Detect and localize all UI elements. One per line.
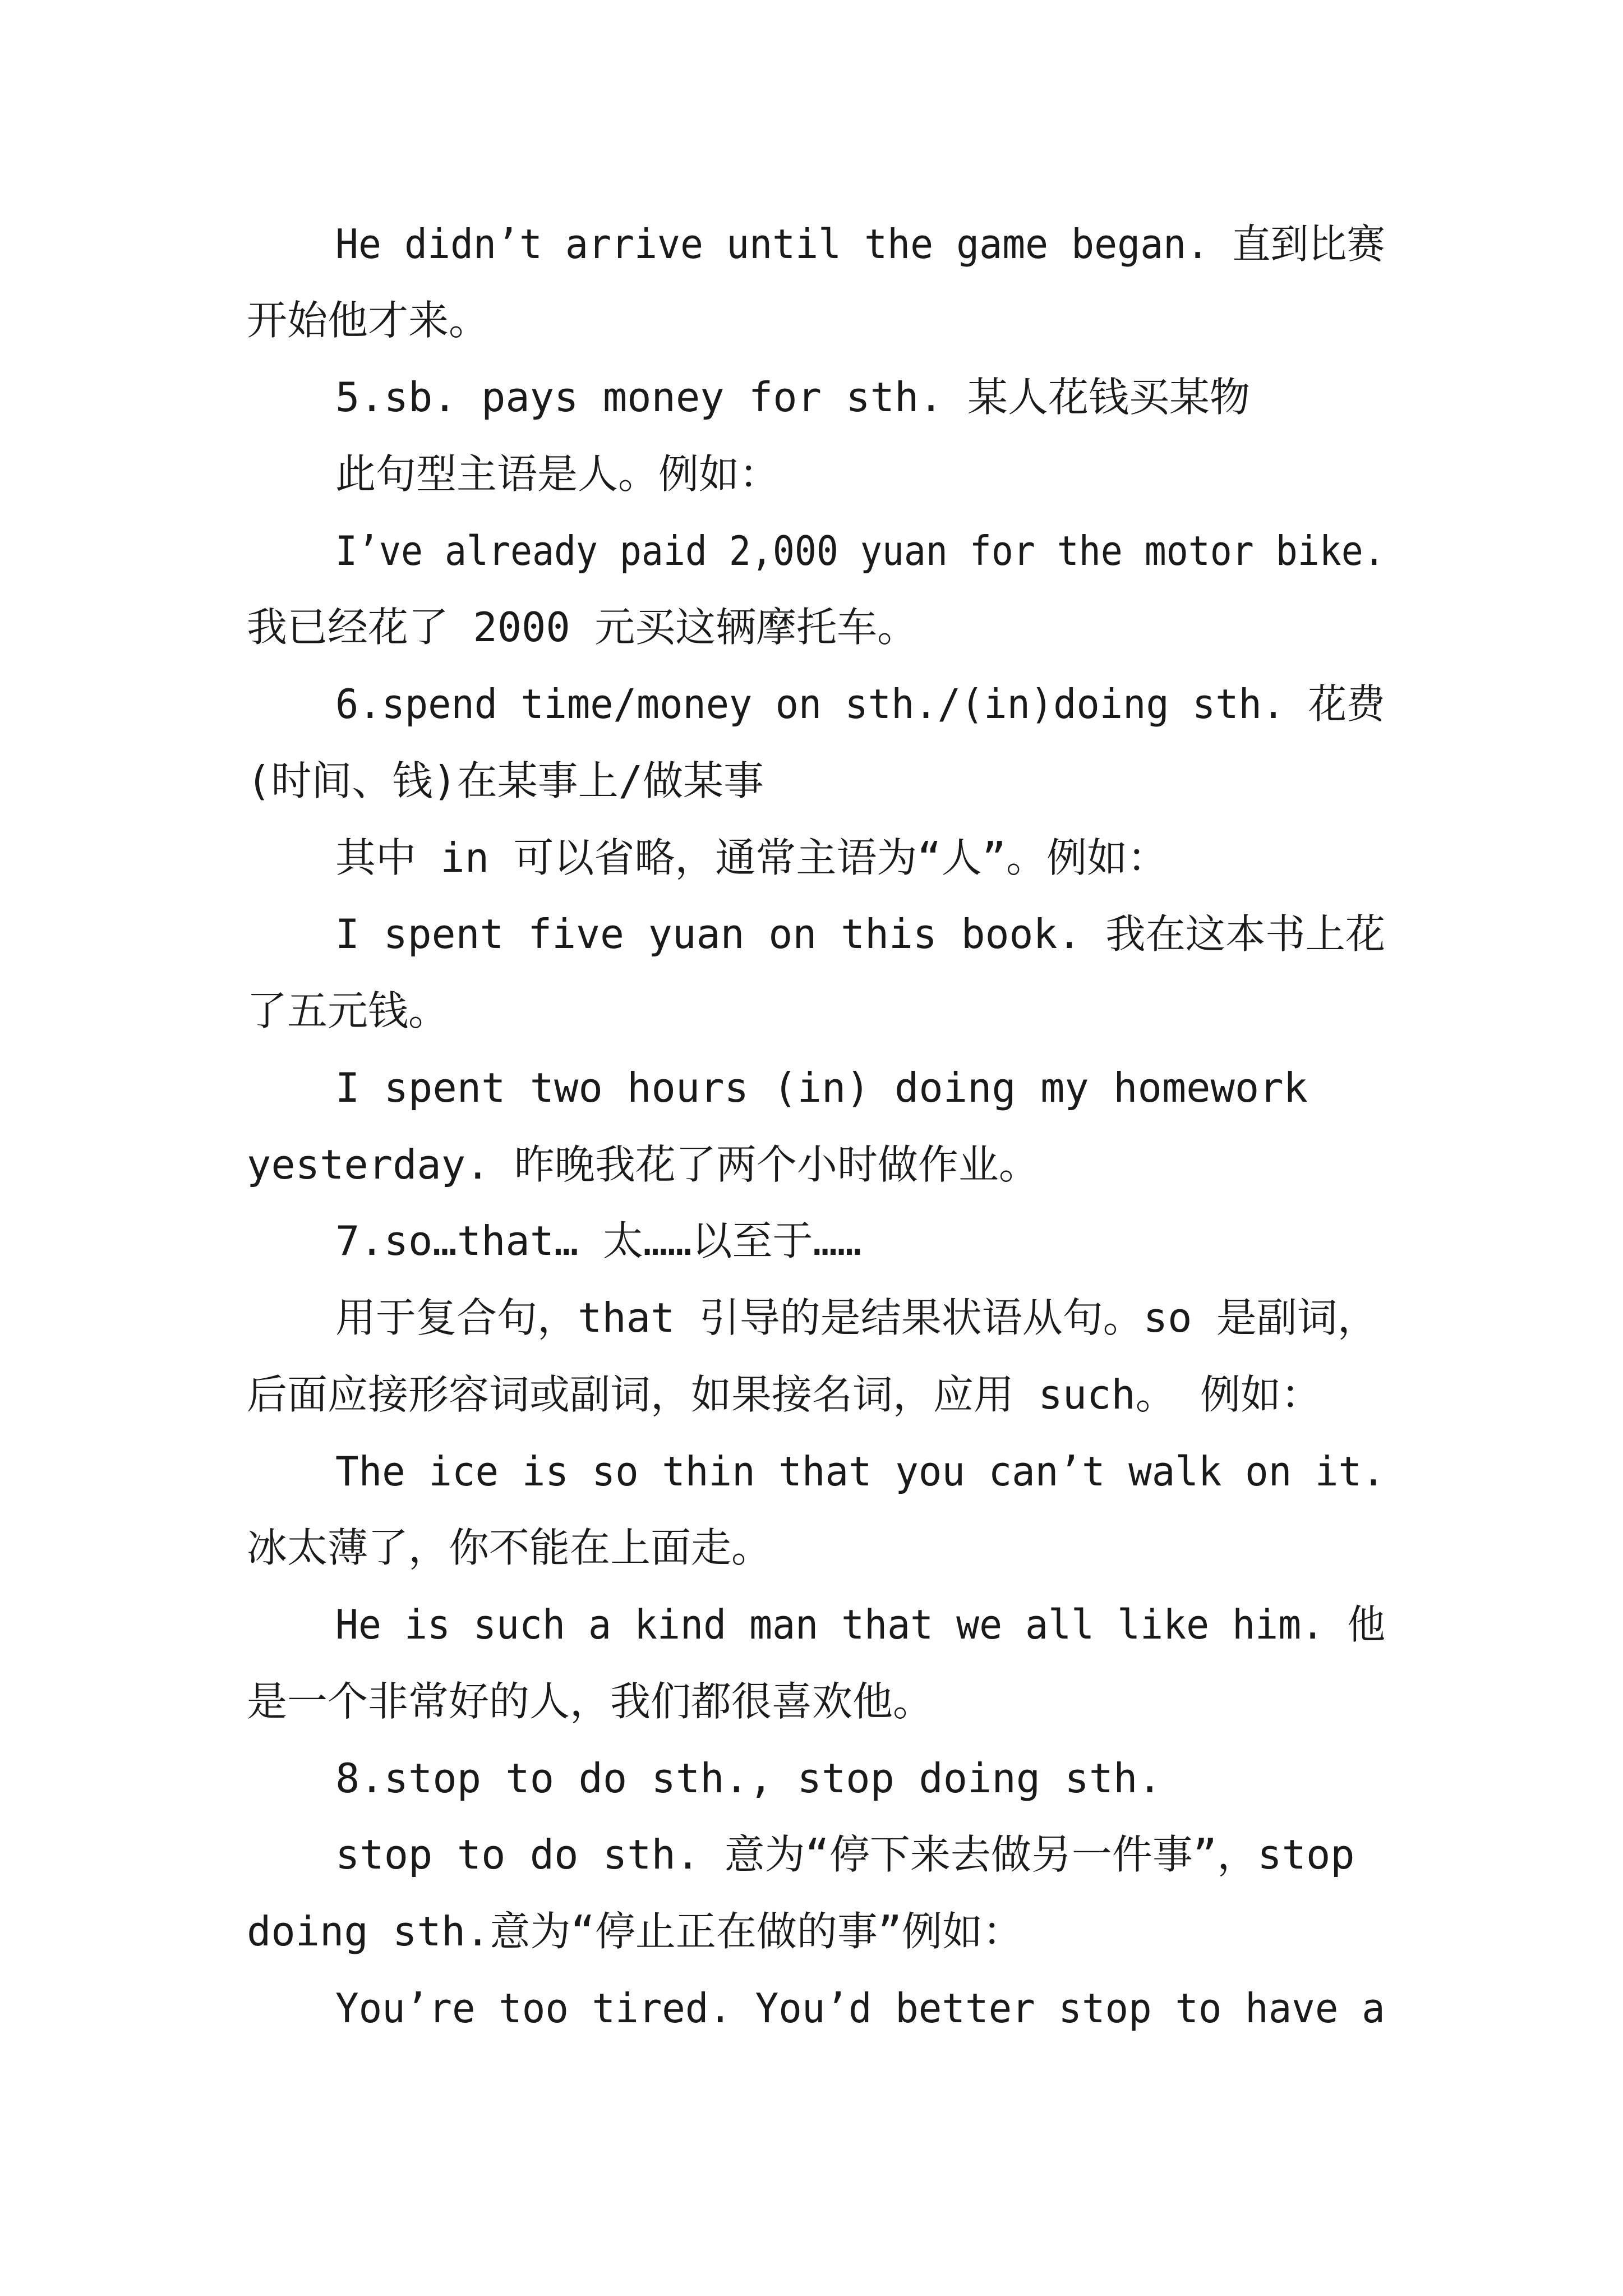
text-line: 用于复合句，that 引导的是结果状语从句。so 是副词， [335,1294,1378,1341]
text-line: He didn’t arrive until the game began. 直到比赛 [335,220,1385,268]
text-line: I spent five yuan on this book. 我在这本书上花 [335,910,1386,958]
text-line: stop to do sth. 意为“停下来去做另一件事”，stop [335,1831,1355,1878]
text-line: I’ve already paid 2,000 yuan for the motor bike. [335,527,1385,574]
text-line: The ice is so thin that you can’t walk on it. [335,1448,1385,1495]
text-line: 开始他才来。 [247,297,490,344]
text-line: He is such a kind man that we all like him. 他 [335,1601,1386,1648]
text-line: 5.sb. pays money for sth. 某人花钱买某物 [335,374,1251,421]
text-line: 后面应接形容词或副词，如果接名词，应用 such。 例如： [247,1371,1322,1418]
text-line: 了五元钱。 [247,987,449,1034]
text-line: (时间、钱)在某事上/做某事 [247,757,764,804]
text-line: 其中 in 可以省略，通常主语为“人”。例如： [335,834,1168,881]
text-line: 6.spend time/money on sth./(in)doing sth. 花费 [335,680,1385,728]
text-line: 此句型主语是人。例如： [335,450,780,498]
text-line: 我已经花了 2000 元买这辆摩托车。 [247,604,918,651]
text-line: 8.stop to do sth., stop doing sth. [335,1755,1162,1802]
text-line: yesterday. 昨晚我花了两个小时做作业。 [247,1141,1039,1188]
text-line: I spent two hours (in) doing my homework [335,1064,1308,1111]
text-line: 冰太薄了，你不能在上面走。 [247,1524,772,1571]
text-line: doing sth.意为“停止正在做的事”例如： [247,1908,1023,1955]
text-line: 是一个非常好的人，我们都很喜欢他。 [247,1678,934,1725]
text-line: 7.so…that… 太……以至于…… [335,1217,862,1264]
text-line: You’re too tired. You’d better stop to have a [335,1985,1385,2032]
